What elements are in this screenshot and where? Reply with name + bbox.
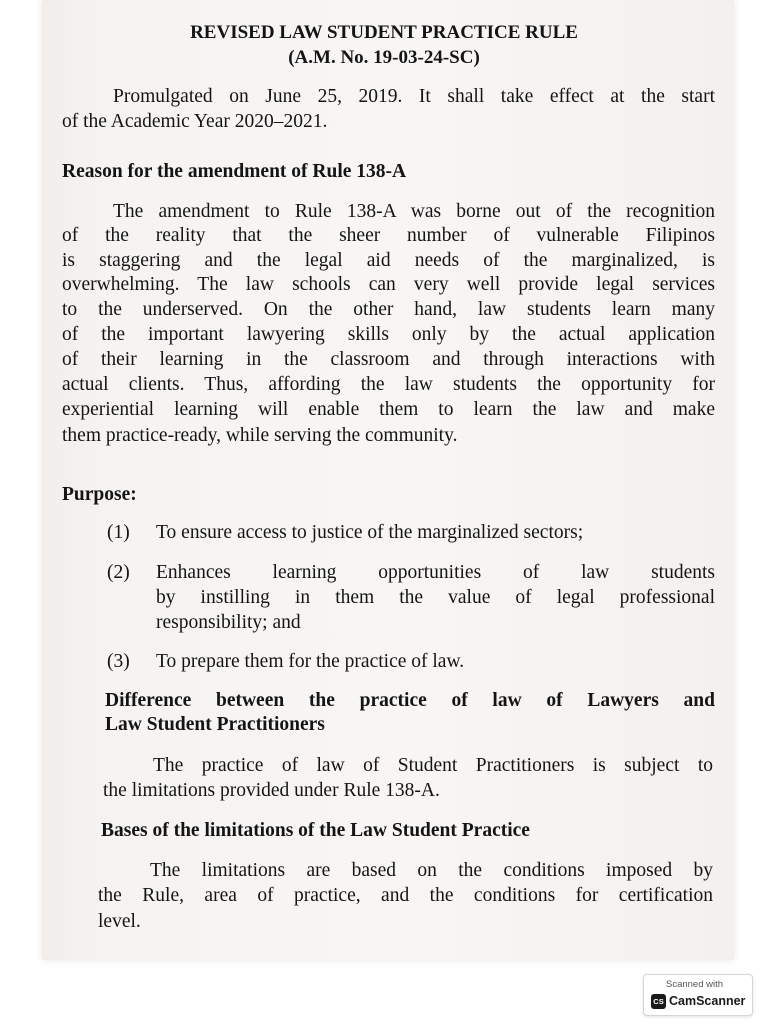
camscanner-brand-label: CamScanner: [669, 994, 746, 1008]
section-heading-difference: Difference between the practice of law of Lawyers and: [105, 690, 715, 711]
purpose-item-line: Enhances learning opportunities of law students: [156, 562, 715, 583]
scanned-page: [42, 0, 734, 960]
reason-line-6: of the important lawyering skills only by the actual application: [62, 324, 715, 345]
promulgation-line-1: Promulgated on June 25, 2019. It shall take effect at the start: [113, 86, 715, 107]
section-heading-reason: Reason for the amendment of Rule 138-A: [62, 161, 407, 182]
reason-line-10: them practice-ready, while serving the community.: [62, 425, 458, 446]
promulgation-line-2: of the Academic Year 2020–2021.: [62, 111, 328, 132]
reason-line-7: of their learning in the classroom and through interactions with: [62, 349, 715, 370]
camscanner-badge: [643, 974, 753, 1016]
section-heading-bases: Bases of the limitations of the Law Student Practice: [101, 820, 530, 841]
reason-line-4: overwhelming. The law schools can very well provide legal services: [62, 274, 715, 295]
reason-line-9: experiential learning will enable them to learn the law and make: [62, 399, 715, 420]
purpose-item-line: responsibility; and: [156, 612, 301, 633]
document-subtitle: (A.M. No. 19-03-24-SC): [288, 47, 480, 68]
purpose-item-line: by instilling in them the value of legal professional: [156, 587, 715, 608]
document-title: REVISED LAW STUDENT PRACTICE RULE: [190, 22, 578, 43]
difference-line-1: The practice of law of Student Practitioners is subject to: [153, 755, 713, 776]
section-heading-difference-cont: Law Student Practitioners: [105, 714, 325, 735]
difference-line-2: the limitations provided under Rule 138-A.: [103, 780, 440, 801]
reason-line-5: to the underserved. On the other hand, law students learn many: [62, 299, 715, 320]
section-heading-purpose: Purpose:: [62, 484, 137, 505]
purpose-item-line: To ensure access to justice of the marginalized sectors;: [156, 522, 584, 543]
camscanner-logo-icon: CS: [651, 994, 666, 1009]
bases-line-3: level.: [98, 911, 141, 932]
purpose-item-number: (1): [107, 522, 130, 543]
reason-line-1: The amendment to Rule 138-A was borne out of the recognition: [113, 201, 715, 222]
scanned-with-label: Scanned with: [666, 979, 724, 990]
bases-line-1: The limitations are based on the conditions imposed by: [150, 860, 713, 881]
reason-line-8: actual clients. Thus, affording the law students the opportunity for: [62, 374, 715, 395]
purpose-item-number: (2): [107, 562, 130, 583]
purpose-item-number: (3): [107, 651, 130, 672]
purpose-item-line: To prepare them for the practice of law.: [156, 651, 465, 672]
reason-line-2: of the reality that the sheer number of vulnerable Filipinos: [62, 225, 715, 246]
reason-line-3: is staggering and the legal aid needs of the marginalized, is: [62, 250, 715, 271]
bases-line-2: the Rule, area of practice, and the conditions for certification: [98, 885, 713, 906]
